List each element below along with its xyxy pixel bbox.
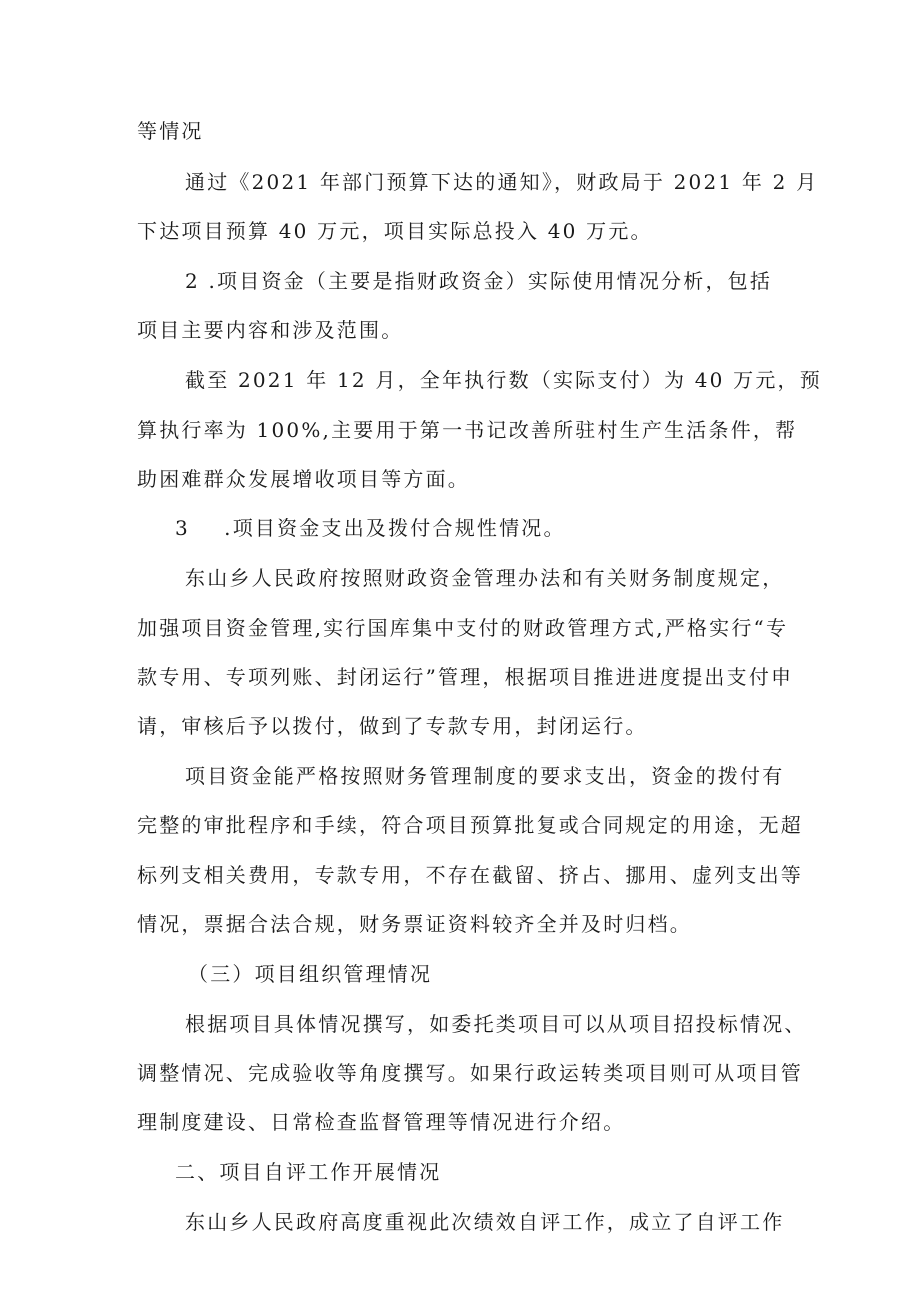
paragraph-compliance-line-2: 加强项目资金管理,实行国库集中支付的财政管理方式,严格实行“专: [137, 616, 789, 640]
paragraph-execution-line-1: 截至 2021 年 12 月，全年执行数（实际支付）为 40 万元，预: [185, 368, 822, 392]
paragraph-budget-source-line-1: 通过《2021 年部门预算下达的通知》，财政局于 2021 年 2 月: [185, 170, 819, 194]
paragraph-budget-source-line-2: 下达项目预算 40 万元，项目实际总投入 40 万元。: [137, 219, 653, 243]
paragraph-disbursement-line-4: 情况，票据合法合规，财务票证资料较齐全并及时归档。: [137, 912, 692, 936]
section-heading-3: 3 .项目资金支出及拨付合规性情况。: [175, 516, 566, 540]
paragraph-self-evaluation-line-1: 东山乡人民政府高度重视此次绩效自评工作，成立了自评工作: [185, 1210, 785, 1234]
paragraph-organization-line-3: 理制度建设、日常检查监督管理等情况进行介绍。: [137, 1110, 626, 1134]
paragraph-compliance-line-3: 款专用、专项列账、封闭运行”管理，根据项目推进进度提出支付申: [137, 665, 794, 689]
section-heading-2-line-1: 2 .项目资金（主要是指财政资金）实际使用情况分析，包括: [185, 269, 773, 293]
section-heading-self-evaluation: 二、项目自评工作开展情况: [175, 1160, 442, 1184]
paragraph-compliance-line-1: 东山乡人民政府按照财政资金管理办法和有关财务制度规定，: [185, 566, 785, 590]
paragraph-organization-line-1: 根据项目具体情况撰写，如委托类项目可以从项目招投标情况、: [185, 1012, 807, 1036]
paragraph-disbursement-line-2: 完整的审批程序和手续，符合项目预算批复或合同规定的用途，无超: [137, 813, 803, 837]
paragraph-execution-line-2: 算执行率为 100%,主要用于第一书记改善所驻村生产生活条件，帮: [137, 418, 798, 442]
paragraph-organization-line-2: 调整情况、完成验收等角度撰写。如果行政运转类项目则可从项目管: [137, 1061, 803, 1085]
section-heading-2-line-2: 项目主要内容和涉及范围。: [137, 318, 404, 342]
paragraph-disbursement-line-1: 项目资金能严格按照财务管理制度的要求支出，资金的拨付有: [185, 764, 785, 788]
paragraph-disbursement-line-3: 标列支相关费用，专款专用，不存在截留、挤占、挪用、虚列支出等: [137, 863, 803, 887]
paragraph-execution-line-3: 助困难群众发展增收项目等方面。: [137, 467, 470, 491]
text-line-continuation: 等情况: [137, 119, 204, 143]
section-heading-organization: （三）项目组织管理情况: [188, 962, 433, 986]
paragraph-compliance-line-4: 请，审核后予以拨付，做到了专款专用，封闭运行。: [137, 714, 648, 738]
